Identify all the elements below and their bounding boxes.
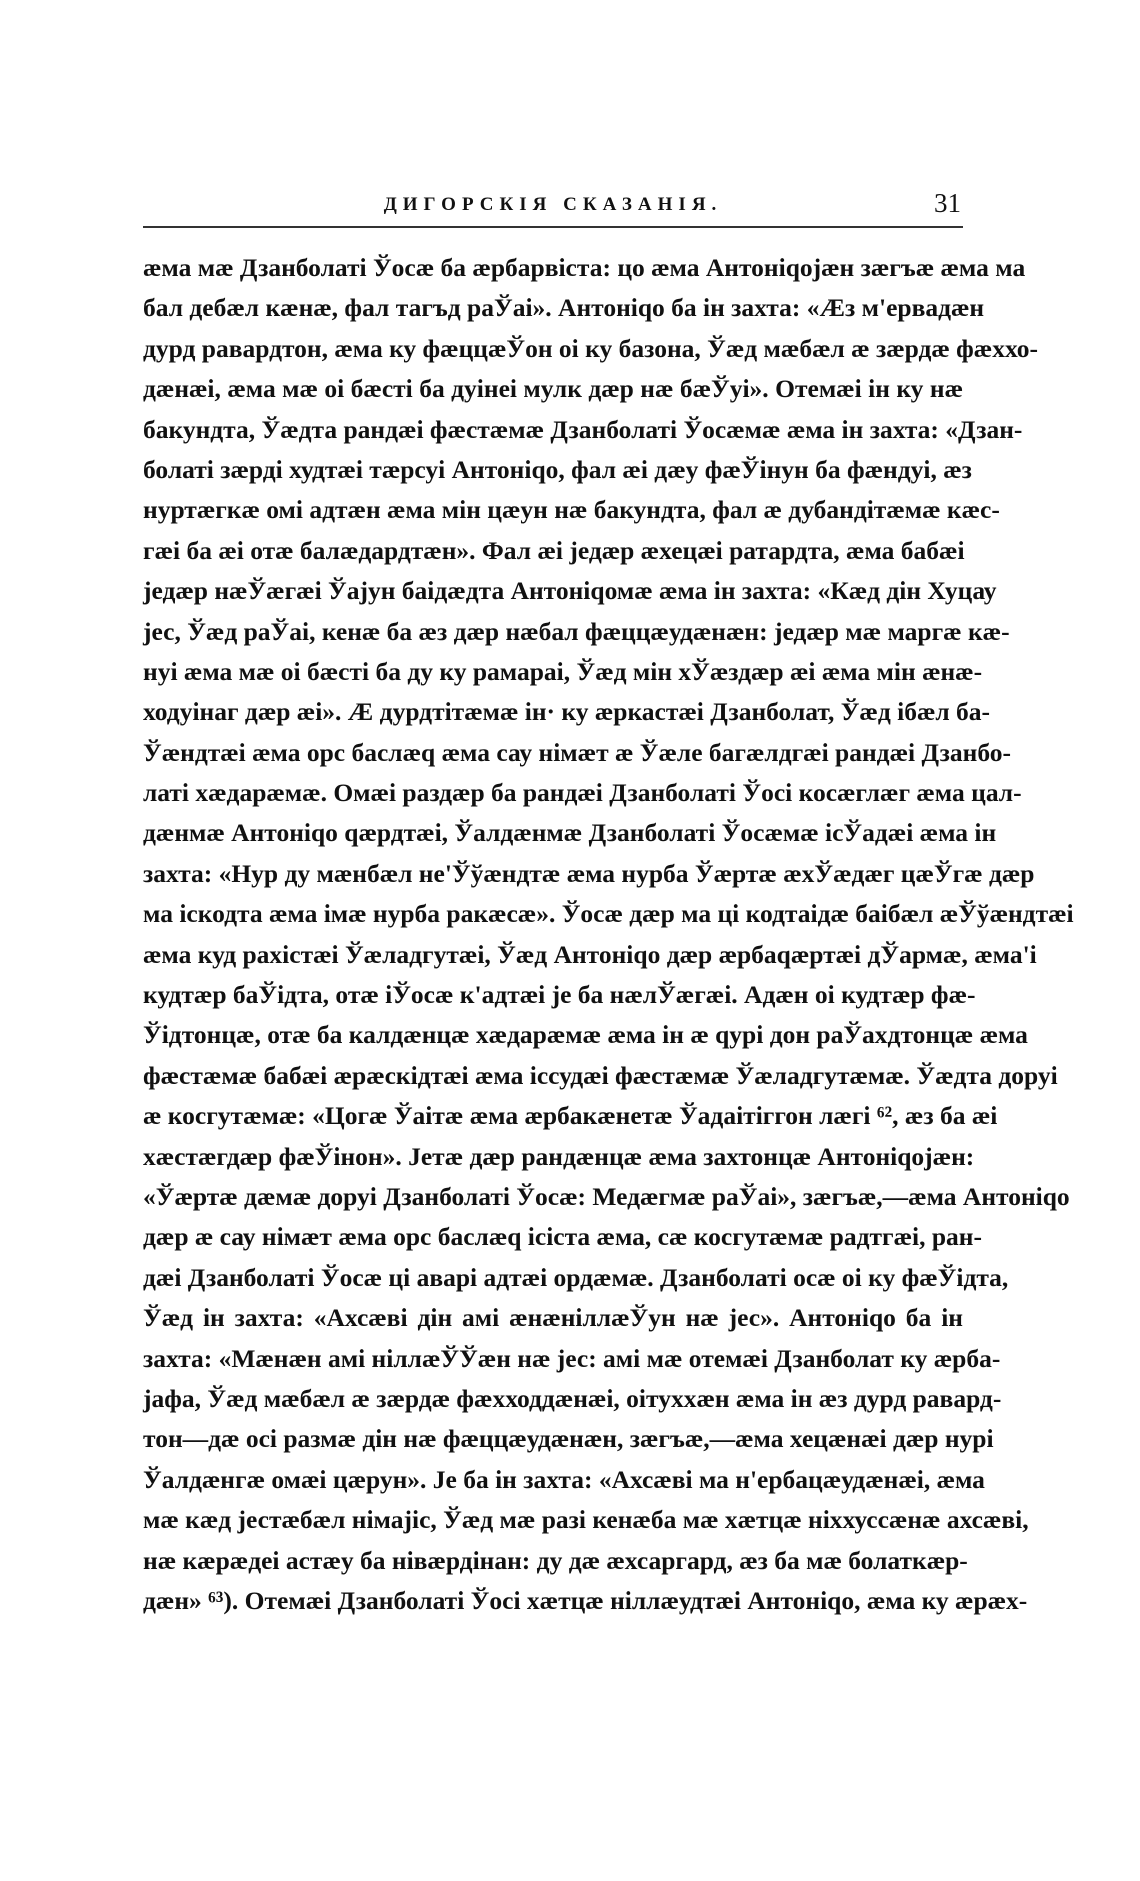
text-line: бал дебæл кæнæ, фал тагъд раЎаі». Антоніqо ба ін захта: «Æз м'ервадæн [143,293,985,323]
text-line: нуі æма мæ оі бæсті ба ду ку рамараі, Ўæд мін хЎæздæр æі æма мін æнæ- [143,656,983,686]
text-line: болаті зæрді худтæі тæрсуі Антоніqо, фал æі дæу фæЎінун ба фæндуі, æз [143,454,972,484]
text-line: дæр æ сау німæт æма орс баслæq ісіста æма, сæ косгутæмæ радтгæі, ран- [143,1222,982,1252]
text-line: ходуінаг дæр æі». Æ дурдтітæмæ ін· ку æркастæі Дзанболат, Ўæд ібæл ба- [143,697,991,727]
text-line: хæстæгдæр фæЎінон». Jетæ дæр рандæнцæ æма захтонцæ Антоніqоjæн: [143,1141,975,1171]
text-line: Ўалдæнгæ омæі цæрун». Jе ба ін захта: «Ахсæві ма н'ербацæудæнæі, æма [143,1464,985,1494]
text-line: латі хæдарæмæ. Омæі раздæр ба рандæі Дзанболаті Ўосі косæглæг æма цал- [143,778,1022,808]
text-line: тон—дæ осі размæ дін нæ фæццæудæнæн, зæгъæ,—æма хецæнæі дæр нурі [143,1424,994,1454]
text-line: гæі ба æі отæ балæдардтæн». Фал æі jедæр æхецæі ратардта, æма бабæі [143,535,965,565]
text-line: нæ кæрæдеі астæу ба нівæрдінан: ду дæ æхсаргард, æз ба мæ болаткæр- [143,1545,968,1575]
text-line: дæнæі, æма мæ оі бæсті ба дуінеі мулк дæр нæ бæЎуі». Отемæі ін ку нæ [143,374,963,404]
text-line: нуртæгкæ омі адтæн æма мін цæун нæ бакундта, фал æ дубандітæмæ кæс- [143,495,1000,525]
text-line: jедæр нæЎæгæі Ўаjун баідæдта Антоніqомæ æма ін захта: «Кæд дін Хуцау [143,576,997,606]
text-line: мæ кæд jестæбæл німаjіс, Ўæд мæ разі кенæба мæ хæтцæ ніххуссæнæ ахсæві, [143,1505,1029,1535]
text-line: кудтæр баЎідта, отæ іЎосæ к'адтæі jе ба нæлЎæгæі. Адæн оі кудтæр фæ- [143,980,976,1010]
text-line: «Ўæртæ дæмæ доруі Дзанболаті Ўосæ: Медæгмæ раЎаі», зæгъæ,—æма Антоніqо [143,1181,1070,1211]
text-line: дурд равардтон, æма ку фæццæЎон оі ку базона, Ўæд мæбæл æ зæрдæ фæххо- [143,333,1038,363]
header-rule [143,226,963,228]
text-line: æма куд рахістæі Ўæладгутæі, Ўæд Антоніqо дæр æрбаqæртæі дЎармæ, æма'і [143,939,1037,969]
text-line: дæнмæ Антоніqо qæрдтæі, Ўалдæнмæ Дзанболаті Ўосæмæ ісЎадæі æма ін [143,818,997,848]
text-line: фæстæмæ бабæі æрæскідтæі æма іссудæі фæстæмæ Ўæладгутæмæ. Ўæдта доруі [143,1060,1058,1090]
text-line: æма мæ Дзанболаті Ўосæ ба æрбарвіста: цо æма Антоніqоjæн зæгъæ æма ма [143,253,1026,282]
text-line: захта: «Нур ду мæнбæл не'Ўўæндтæ æма нурба Ўæртæ æхЎæдæг цæЎгæ дæр [143,858,1035,888]
text-line: jафа, Ўæд мæбæл æ зæрдæ фæхходдæнæі, оітуххæн æма ін æз дурд равард- [143,1383,1002,1413]
text-line: Ўæд ін захта: «Ахсæві дін амі æнæніллæЎун нæ jес». Антоніqо ба ін [143,1303,963,1333]
text-line: захта: «Мæнæн амі ніллæЎЎæн нæ jес: амі мæ отемæі Дзанболат ку æрба- [143,1343,1001,1373]
text-line: ма іскодта æма імæ нурба ракæсæ». Ўосæ дæр ма ці кодтаідæ баібæл æЎўæндтæі [143,899,1074,929]
text-line: jес, Ўæд раЎаі, кенæ ба æз дæр нæбал фæццæудæнæн: jедæр мæ маргæ кæ- [143,616,1010,646]
page-number: 31 [934,188,961,218]
text-line: æ косгутæмæ: «Цогæ Ўаітæ æма æрбакæнетæ Ўадаітіггон лæгі ⁶², æз ба æі [143,1101,998,1131]
text-line: бакундта, Ўæдта рандæі фæстæмæ Дзанболаті Ўосæмæ æма ін захта: «Дзан- [143,414,1023,444]
text-line: Ўæндтæі æма орс баслæq æма сау німæт æ Ўæле багæлдгæі рандæі Дзанбо- [143,737,1011,767]
running-header [143,190,963,230]
text-line: Ўідтонцæ, отæ ба калдæнцæ хæдарæмæ æма ін æ qурі дон раЎахдтонцæ æма [143,1020,1028,1050]
text-line: дæн» ⁶³). Отемæі Дзанболаті Ўосі хæтцæ ніллæудтæі Антоніqо, æма ку æрæх- [143,1585,1028,1615]
running-title: ДИГОРСКІЯ СКАЗАНІЯ. [383,194,723,215]
body-text [143,248,1074,1621]
text-line: дæі Дзанболаті Ўосæ ці аварі адтæі ордæмæ. Дзанболаті осæ оі ку фæЎідта, [143,1262,1009,1292]
